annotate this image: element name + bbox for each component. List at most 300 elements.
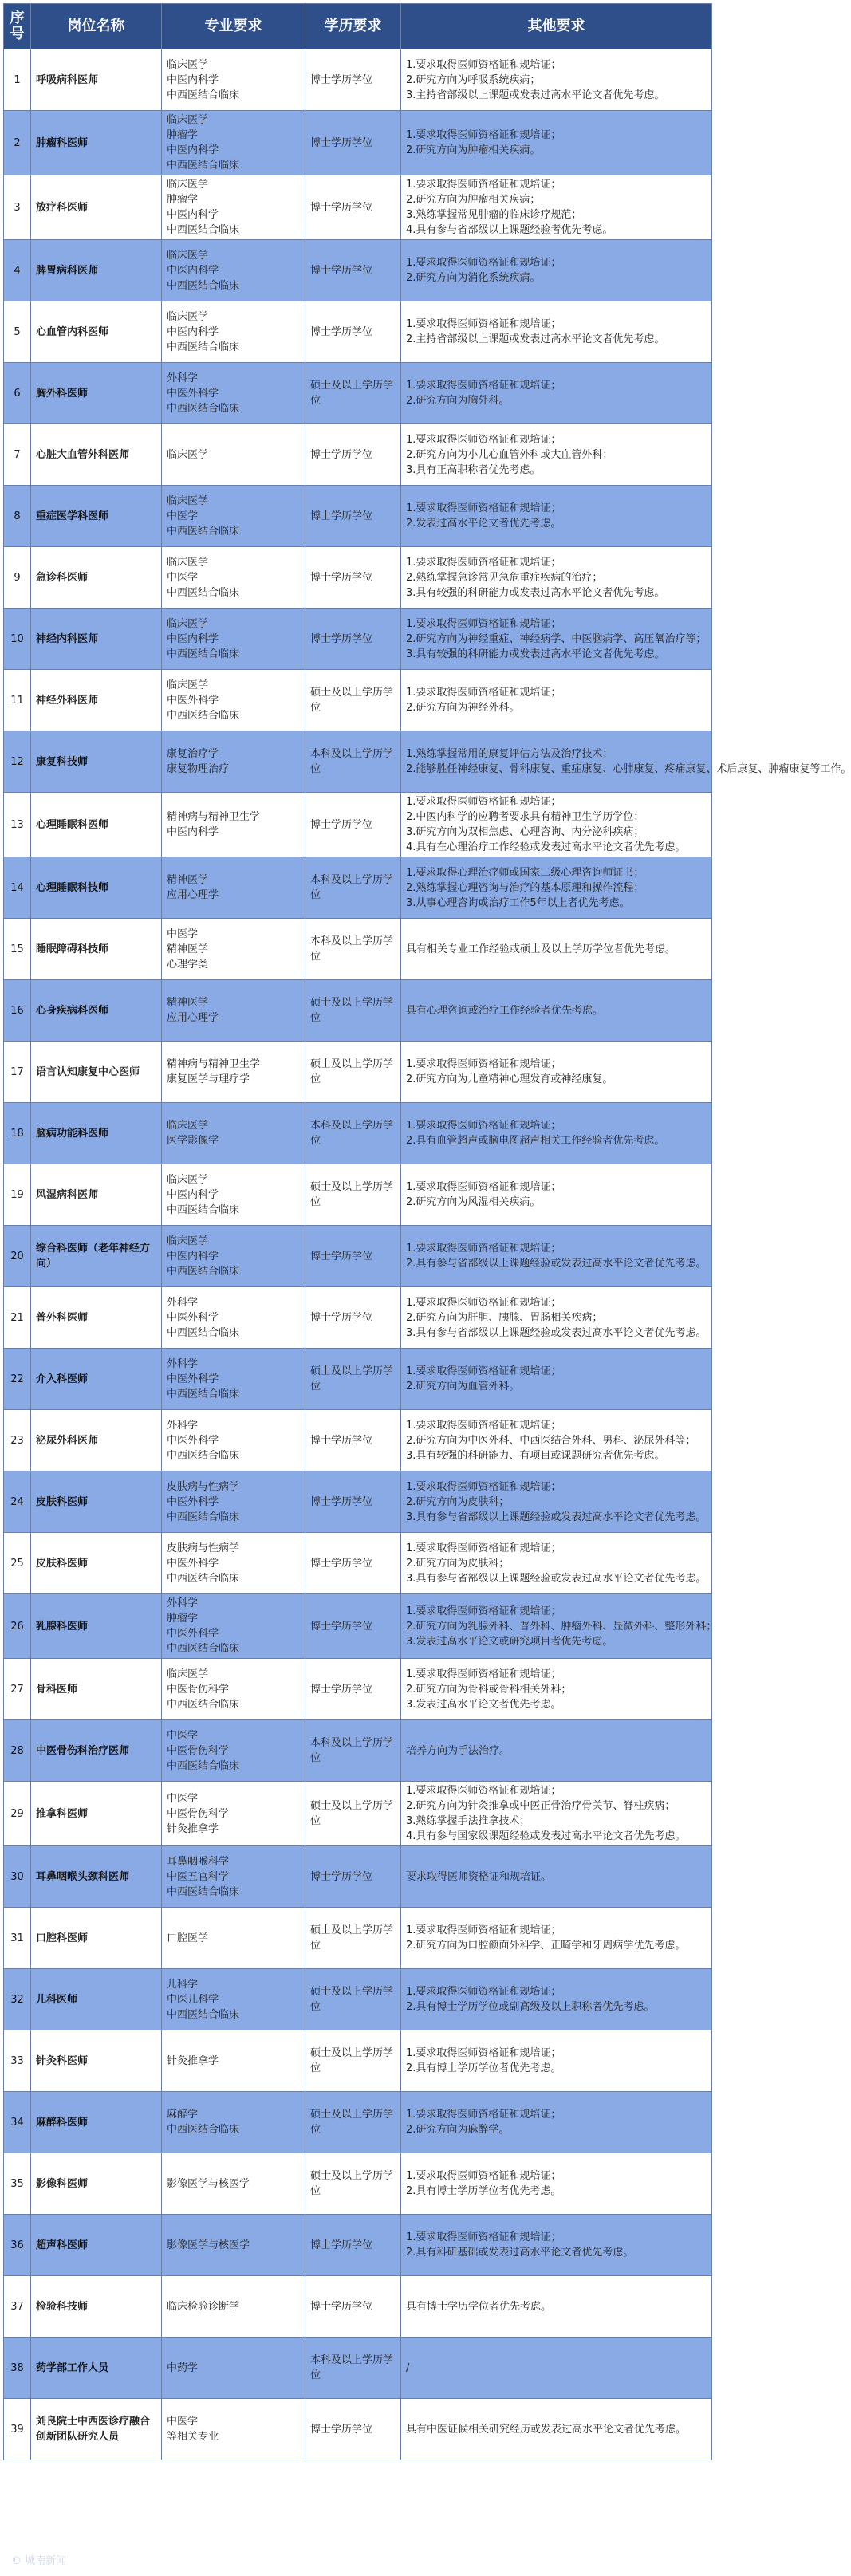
requirement-line: / — [406, 2361, 410, 2374]
requirement-line: 1.要求取得医师资格证和规培证； — [406, 1542, 561, 1554]
table-row — [4, 1846, 712, 1908]
requirement-line: 1.要求取得医师资格证和规培证； — [406, 1365, 561, 1377]
major-item: 中医骨伤科学 — [167, 1807, 230, 1820]
position-name: 骨科医师 — [31, 1659, 162, 1720]
major-requirements — [162, 1349, 305, 1410]
major-item: 等相关专业 — [167, 2431, 219, 2443]
requirement-line: 2.具有博士学历学位或副高级及以上职称者优先考虑。 — [406, 2001, 655, 2013]
position-name: 放疗科医师 — [31, 175, 162, 240]
row-number: 9 — [4, 547, 31, 609]
position-name: 针灸科医师 — [31, 2030, 162, 2092]
requirement-line: 4.具有参与国家级课题经验或发表过高水平论文者优先考虑。 — [406, 1830, 686, 1842]
other-requirements — [401, 1782, 712, 1846]
other-requirements — [401, 609, 712, 670]
position-name: 心血管内科医师 — [31, 301, 162, 363]
major-item: 精神医学 — [167, 997, 209, 1009]
major-item: 皮肤病与性病学 — [167, 1480, 240, 1493]
education-requirement: 博士学历学位 — [305, 1659, 401, 1720]
major-item: 中医内科学 — [167, 209, 219, 221]
education-requirement: 博士学历学位 — [305, 1594, 401, 1659]
requirement-line: 3.熟练掌握手法推拿技术； — [406, 1815, 530, 1827]
requirement-line: 2.具有博士学历学位者优先考虑。 — [406, 2062, 561, 2074]
row-number: 37 — [4, 2276, 31, 2338]
position-name: 肿瘤科医师 — [31, 111, 162, 175]
table-row — [4, 1471, 712, 1533]
table-row — [4, 980, 712, 1042]
education-requirement: 博士学历学位 — [305, 175, 401, 240]
requirement-line: 2.研究方向为血管外科。 — [406, 1381, 520, 1392]
header-no: 序号 — [4, 4, 31, 49]
major-item: 中医外科学 — [167, 1495, 219, 1508]
position-name: 胸外科医师 — [31, 363, 162, 424]
row-number: 31 — [4, 1908, 31, 1969]
requirement-line: 1.要求取得医师资格证和规培证； — [406, 129, 561, 141]
education-requirement: 硕士及以上学历学位 — [305, 1164, 401, 1226]
major-requirements — [162, 1533, 305, 1594]
requirement-line: 1.要求取得医师资格证和规培证； — [406, 556, 561, 569]
requirement-line: 1.要求取得医师资格证和规培证； — [406, 2231, 561, 2243]
row-number: 30 — [4, 1846, 31, 1908]
major-item: 中医内科学 — [167, 1250, 219, 1262]
requirement-line: 3.研究方向为双相焦虑、心理咨询、内分泌科疾病； — [406, 826, 644, 838]
education-requirement: 硕士及以上学历学位 — [305, 1349, 401, 1410]
position-name: 神经内科医师 — [31, 609, 162, 670]
row-number: 17 — [4, 1042, 31, 1103]
other-requirements — [401, 486, 712, 547]
major-item: 临床医学 — [167, 679, 209, 691]
position-name: 麻醉科医师 — [31, 2092, 162, 2153]
other-requirements — [401, 980, 712, 1042]
education-requirement: 硕士及以上学历学位 — [305, 2153, 401, 2215]
table-row — [4, 1410, 712, 1471]
education-requirement: 硕士及以上学历学位 — [305, 363, 401, 424]
row-number: 23 — [4, 1410, 31, 1471]
major-item: 康复医学与理疗学 — [167, 1073, 250, 1085]
major-requirements — [162, 2153, 305, 2215]
major-item: 中药学 — [167, 2361, 199, 2374]
other-requirements — [401, 363, 712, 424]
requirement-line: 2.发表过高水平论文者优先考虑。 — [406, 518, 561, 530]
table-row — [4, 1969, 712, 2030]
requirement-line: 2.具有参与省部级以上课题经验或发表过高水平论文者优先考虑。 — [406, 1258, 707, 1270]
other-requirements — [401, 424, 712, 486]
row-number: 13 — [4, 793, 31, 857]
position-name: 综合科医师（老年神经方向） — [31, 1226, 162, 1287]
education-requirement: 硕士及以上学历学位 — [305, 2030, 401, 2092]
requirement-line: 1.要求取得心理治疗师或国家二级心理咨询师证书； — [406, 866, 644, 879]
major-item: 医学影像学 — [167, 1135, 219, 1147]
major-requirements — [162, 2215, 305, 2276]
requirement-line: 具有心理咨询或治疗工作经验者优先考虑。 — [406, 1004, 604, 1017]
table-row — [4, 2153, 712, 2215]
major-requirements — [162, 857, 305, 919]
position-name: 药学部工作人员 — [31, 2338, 162, 2399]
row-number: 20 — [4, 1226, 31, 1287]
table-row — [4, 2338, 712, 2399]
table-row — [4, 486, 712, 547]
other-requirements — [401, 1720, 712, 1782]
table-row — [4, 2092, 712, 2153]
major-item: 中医骨伤科学 — [167, 1683, 230, 1696]
education-requirement: 本科及以上学历学位 — [305, 857, 401, 919]
row-number: 15 — [4, 919, 31, 980]
major-item: 中西医结合临床 — [167, 1511, 240, 1523]
major-requirements — [162, 1471, 305, 1533]
row-number: 27 — [4, 1659, 31, 1720]
position-name: 皮肤科医师 — [31, 1471, 162, 1533]
row-number: 24 — [4, 1471, 31, 1533]
major-item: 应用心理学 — [167, 889, 219, 901]
other-requirements — [401, 2030, 712, 2092]
education-requirement: 本科及以上学历学位 — [305, 919, 401, 980]
major-item: 临床医学 — [167, 1173, 209, 1186]
other-requirements — [401, 1042, 712, 1103]
table-row — [4, 670, 712, 731]
requirement-line: 1.要求取得医师资格证和规培证； — [406, 318, 561, 330]
requirement-line: 2.中医内科学的应聘者要求具有精神卫生学历学位； — [406, 811, 644, 823]
requirement-line: 2.研究方向为皮肤科； — [406, 1557, 510, 1570]
education-requirement: 博士学历学位 — [305, 2276, 401, 2338]
position-name: 刘良院士中西医诊疗融合创新团队研究人员 — [31, 2399, 162, 2460]
requirement-line: 1.要求取得医师资格证和规培证； — [406, 1120, 561, 1132]
row-number: 35 — [4, 2153, 31, 2215]
table-row — [4, 1287, 712, 1349]
education-requirement: 硕士及以上学历学位 — [305, 2092, 401, 2153]
major-item: 针灸推拿学 — [167, 2054, 219, 2067]
requirement-line: 2.研究方向为中医外科、中西医结合外科、男科、泌尿外科等； — [406, 1434, 696, 1447]
major-requirements — [162, 363, 305, 424]
major-requirements — [162, 2276, 305, 2338]
other-requirements — [401, 919, 712, 980]
education-requirement: 博士学历学位 — [305, 424, 401, 486]
major-requirements — [162, 301, 305, 363]
major-item: 中西医结合临床 — [167, 341, 240, 353]
row-number: 11 — [4, 670, 31, 731]
major-requirements — [162, 1659, 305, 1720]
education-requirement: 硕士及以上学历学位 — [305, 1969, 401, 2030]
other-requirements — [401, 2276, 712, 2338]
major-requirements — [162, 111, 305, 175]
table-row — [4, 1042, 712, 1103]
major-item: 中西医结合临床 — [167, 648, 240, 660]
major-item: 临床医学 — [167, 310, 209, 323]
row-number: 16 — [4, 980, 31, 1042]
requirement-line: 具有中医证候相关研究经历或发表过高水平论文者优先考虑。 — [406, 2423, 687, 2436]
table-row — [4, 1594, 712, 1659]
table-row — [4, 1782, 712, 1846]
education-requirement: 硕士及以上学历学位 — [305, 1042, 401, 1103]
table-row — [4, 1659, 712, 1720]
row-number: 33 — [4, 2030, 31, 2092]
education-requirement: 硕士及以上学历学位 — [305, 980, 401, 1042]
requirement-line: 3.具有参与省部级以上课题经验或发表过高水平论文者优先考虑。 — [406, 1511, 707, 1523]
major-requirements — [162, 2030, 305, 2092]
education-requirement: 本科及以上学历学位 — [305, 731, 401, 793]
requirement-line: 3.具有参与省部级以上课题经验或发表过高水平论文者优先考虑。 — [406, 1326, 707, 1339]
major-requirements — [162, 2399, 305, 2460]
major-requirements — [162, 1287, 305, 1349]
major-item: 中医内科学 — [167, 632, 219, 645]
education-requirement: 硕士及以上学历学位 — [305, 1782, 401, 1846]
education-requirement: 本科及以上学历学位 — [305, 1720, 401, 1782]
major-requirements — [162, 670, 305, 731]
requirement-line: 3.具有参与省部级以上课题经验或发表过高水平论文者优先考虑。 — [406, 1572, 707, 1585]
major-item: 中医内科学 — [167, 73, 219, 86]
education-requirement: 博士学历学位 — [305, 486, 401, 547]
other-requirements — [401, 547, 712, 609]
major-requirements — [162, 1720, 305, 1782]
other-requirements — [401, 1103, 712, 1164]
requirement-line: 2.具有博士学历学位者优先考虑。 — [406, 2185, 561, 2197]
requirement-line: 3.具有较强的科研能力或发表过高水平论文者优先考虑。 — [406, 586, 665, 599]
requirement-line: 2.主持省部级以上课题或发表过高水平论文者优先考虑。 — [406, 333, 665, 345]
position-name: 神经外科医师 — [31, 670, 162, 731]
major-item: 中西医结合临床 — [167, 1326, 240, 1339]
requirement-line: 4.具有在心理治疗工作经验或发表过高水平论文者优先考虑。 — [406, 841, 686, 853]
other-requirements — [401, 1471, 712, 1533]
requirement-line: 2.研究方向为口腔颌面外科学、正畸学和牙周病学优先考虑。 — [406, 1940, 686, 1952]
other-requirements — [401, 1410, 712, 1471]
major-item: 中医内科学 — [167, 264, 219, 277]
other-requirements — [401, 857, 712, 919]
requirement-line: 2.能够胜任神经康复、骨科康复、重症康复、心肺康复、疼痛康复、术后康复、肿瘤康复等工作。 — [406, 763, 851, 775]
major-item: 精神病与精神卫生学 — [167, 1058, 261, 1070]
education-requirement: 博士学历学位 — [305, 609, 401, 670]
major-requirements — [162, 547, 305, 609]
requirement-line: 1.要求取得医师资格证和规培证； — [406, 1181, 561, 1193]
requirement-line: 1.要求取得医师资格证和规培证； — [406, 502, 561, 514]
major-requirements — [162, 2338, 305, 2399]
row-number: 14 — [4, 857, 31, 919]
header-other: 其他要求 — [401, 4, 712, 49]
major-item: 中西医结合临床 — [167, 402, 240, 415]
position-name: 中医骨伤科治疗医师 — [31, 1720, 162, 1782]
row-number: 1 — [4, 49, 31, 111]
row-number: 5 — [4, 301, 31, 363]
major-item: 麻醉学 — [167, 2109, 199, 2121]
major-item: 临床检验诊断学 — [167, 2300, 240, 2313]
other-requirements — [401, 1594, 717, 1659]
row-number: 25 — [4, 1533, 31, 1594]
major-item: 中医外科学 — [167, 1311, 219, 1324]
major-item: 儿科学 — [167, 1978, 199, 1991]
requirement-line: 1.要求取得医师资格证和规培证； — [406, 1243, 561, 1255]
major-requirements — [162, 1908, 305, 1969]
table-row — [4, 1226, 712, 1287]
education-requirement: 博士学历学位 — [305, 1287, 401, 1349]
major-item: 中医学 — [167, 1792, 199, 1805]
other-requirements — [401, 2153, 712, 2215]
row-number: 12 — [4, 731, 31, 793]
major-item: 中西医结合临床 — [167, 2124, 240, 2136]
major-item: 中医外科学 — [167, 1557, 219, 1570]
major-item: 临床医学 — [167, 617, 209, 630]
major-item: 精神医学 — [167, 943, 209, 955]
requirement-line: 2.研究方向为骨科或骨科相关外科； — [406, 1683, 572, 1696]
table-header-row — [4, 4, 712, 49]
row-number: 26 — [4, 1594, 31, 1659]
major-requirements — [162, 980, 305, 1042]
position-name: 泌尿外科医师 — [31, 1410, 162, 1471]
major-requirements — [162, 1164, 305, 1226]
requirement-line: 3.主持省部级以上课题或发表过高水平论文者优先考虑。 — [406, 89, 665, 101]
table-row — [4, 547, 712, 609]
position-name: 超声科医师 — [31, 2215, 162, 2276]
requirement-line: 培养方向为手法治疗。 — [406, 1744, 510, 1757]
requirement-line: 2.研究方向为神经重症、神经病学、中医脑病学、高压氧治疗等； — [406, 632, 707, 645]
major-item: 中西医结合临床 — [167, 525, 240, 538]
table-row — [4, 301, 712, 363]
table-row — [4, 1164, 712, 1226]
major-item: 临床医学 — [167, 1120, 209, 1132]
row-number: 39 — [4, 2399, 31, 2460]
major-requirements — [162, 2092, 305, 2153]
requirement-line: 2.研究方向为风湿相关疾病。 — [406, 1196, 541, 1208]
table-row — [4, 2399, 712, 2460]
position-name: 风湿病科医师 — [31, 1164, 162, 1226]
requirement-line: 1.要求取得医师资格证和规培证； — [406, 687, 561, 699]
major-item: 临床医学 — [167, 179, 209, 191]
row-number: 6 — [4, 363, 31, 424]
position-name: 心理睡眠科医师 — [31, 793, 162, 857]
other-requirements — [401, 1908, 712, 1969]
position-name: 耳鼻咽喉头颈科医师 — [31, 1846, 162, 1908]
requirement-line: 3.熟练掌握常见肿瘤的临床诊疗规范； — [406, 209, 582, 221]
position-name: 康复科技师 — [31, 731, 162, 793]
major-item: 外科学 — [167, 1419, 199, 1432]
table-row — [4, 2215, 712, 2276]
other-requirements — [401, 793, 712, 857]
major-item: 中医学 — [167, 928, 199, 940]
requirement-line: 3.发表过高水平论文或研究项目者优先考虑。 — [406, 1635, 613, 1648]
major-requirements — [162, 424, 305, 486]
major-requirements — [162, 1226, 305, 1287]
major-item: 中西医结合临床 — [167, 709, 240, 722]
requirement-line: 3.发表过高水平论文者优先考虑。 — [406, 1698, 561, 1711]
requirement-line: 1.要求取得医师资格证和规培证； — [406, 433, 561, 446]
table-row — [4, 1720, 712, 1782]
table-row — [4, 2030, 712, 2092]
requirement-line: 1.要求取得医师资格证和规培证； — [406, 2047, 561, 2059]
position-name: 影像科医师 — [31, 2153, 162, 2215]
table-row — [4, 424, 712, 486]
requirement-line: 2.具有血管超声或脑电图超声相关工作经验者优先考虑。 — [406, 1135, 665, 1147]
row-number: 10 — [4, 609, 31, 670]
major-item: 中医五官科学 — [167, 1870, 230, 1883]
other-requirements — [401, 731, 851, 793]
requirement-line: 2.研究方向为胸外科。 — [406, 395, 510, 407]
row-number: 8 — [4, 486, 31, 547]
requirement-line: 1.要求取得医师资格证和规培证； — [406, 1058, 561, 1070]
requirement-line: 4.具有参与省部级以上课题经验者优先考虑。 — [406, 224, 613, 236]
watermark: © 城南新闻 — [11, 2555, 67, 2567]
row-number: 21 — [4, 1287, 31, 1349]
major-item: 外科学 — [167, 1296, 199, 1309]
position-name: 脾胃病科医师 — [31, 240, 162, 301]
education-requirement: 博士学历学位 — [305, 1846, 401, 1908]
position-name: 心理睡眠科技师 — [31, 857, 162, 919]
major-requirements — [162, 793, 305, 857]
major-item: 中医外科学 — [167, 1434, 219, 1447]
table-row — [4, 1908, 712, 1969]
row-number: 38 — [4, 2338, 31, 2399]
recruitment-table — [3, 3, 851, 2460]
other-requirements — [401, 1846, 712, 1908]
position-name: 皮肤科医师 — [31, 1533, 162, 1594]
other-requirements — [401, 1659, 712, 1720]
position-name: 脑病功能科医师 — [31, 1103, 162, 1164]
header-education: 学历要求 — [305, 4, 401, 49]
other-requirements — [401, 1533, 712, 1594]
requirement-line: 1.要求取得医师资格证和规培证； — [406, 2170, 561, 2182]
requirement-line: 1.要求取得医师资格证和规培证； — [406, 1480, 561, 1493]
row-number: 34 — [4, 2092, 31, 2153]
table-body — [4, 49, 851, 2460]
major-item: 中西医结合临床 — [167, 160, 240, 171]
requirement-line: 2.研究方向为乳腺外科、普外科、肿瘤外科、显微外科、整形外科； — [406, 1620, 717, 1633]
requirement-line: 3.具有正高职称者优先考虑。 — [406, 463, 541, 476]
education-requirement: 硕士及以上学历学位 — [305, 1908, 401, 1969]
major-item: 中西医结合临床 — [167, 1698, 240, 1711]
row-number: 29 — [4, 1782, 31, 1846]
education-requirement: 本科及以上学历学位 — [305, 2338, 401, 2399]
major-item: 临床医学 — [167, 494, 209, 507]
major-item: 耳鼻咽喉科学 — [167, 1855, 230, 1868]
table-row — [4, 731, 712, 793]
major-item: 中医学 — [167, 1729, 199, 1742]
major-item: 中医骨伤科学 — [167, 1744, 230, 1757]
requirement-line: 1.要求取得医师资格证和规培证； — [406, 2109, 561, 2121]
position-name: 儿科医师 — [31, 1969, 162, 2030]
major-item: 皮肤病与性病学 — [167, 1542, 240, 1554]
table-row — [4, 857, 712, 919]
major-item: 中医外科学 — [167, 1628, 219, 1640]
major-item: 外科学 — [167, 1597, 199, 1609]
major-requirements — [162, 175, 305, 240]
major-item: 外科学 — [167, 1357, 199, 1370]
major-item: 外科学 — [167, 372, 199, 384]
major-item: 精神医学 — [167, 874, 209, 886]
education-requirement: 博士学历学位 — [305, 2215, 401, 2276]
table-row — [4, 793, 712, 857]
major-requirements — [162, 486, 305, 547]
header-major: 专业要求 — [162, 4, 305, 49]
major-item: 临床医学 — [167, 1668, 209, 1680]
major-item: 中西医结合临床 — [167, 586, 240, 599]
table-row — [4, 49, 712, 111]
row-number: 7 — [4, 424, 31, 486]
major-item: 中西医结合临床 — [167, 1759, 240, 1772]
requirement-line: 1.要求取得医师资格证和规培证； — [406, 1668, 561, 1680]
major-item: 心理学类 — [167, 958, 209, 971]
requirement-line: 1.要求取得医师资格证和规培证； — [406, 1419, 561, 1432]
position-name: 口腔科医师 — [31, 1908, 162, 1969]
requirement-line: 1.要求取得医师资格证和规培证； — [406, 1986, 561, 1998]
other-requirements — [401, 1226, 712, 1287]
major-item: 康复物理治疗 — [167, 763, 230, 775]
position-name: 睡眠障碍科技师 — [31, 919, 162, 980]
row-number: 18 — [4, 1103, 31, 1164]
requirement-line: 2.研究方向为皮肤科； — [406, 1495, 510, 1508]
education-requirement: 博士学历学位 — [305, 111, 401, 175]
major-item: 中医学 — [167, 510, 199, 522]
table-row — [4, 1103, 712, 1164]
education-requirement: 博士学历学位 — [305, 1410, 401, 1471]
requirement-line: 2.具有科研基础或发表过高水平论文者优先考虑。 — [406, 2247, 634, 2259]
requirement-line: 1.要求取得医师资格证和规培证； — [406, 1296, 561, 1309]
requirement-line: 3.具有较强的科研能力、有项目或课题研究者优先考虑。 — [406, 1449, 665, 1462]
major-item: 针灸推拿学 — [167, 1822, 219, 1835]
